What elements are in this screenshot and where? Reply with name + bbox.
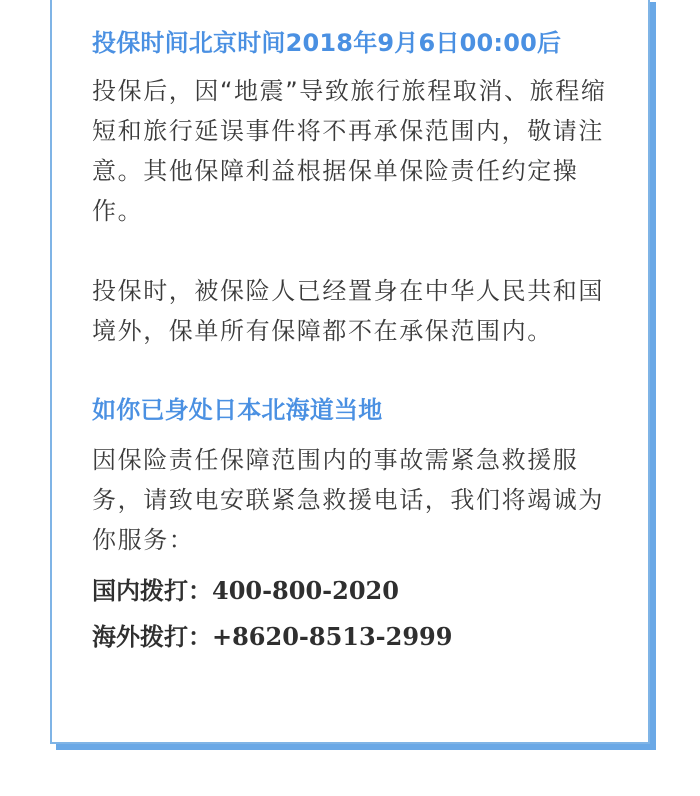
overseas-phone-number[interactable]: +8620-8513-2999 xyxy=(212,622,453,651)
domestic-phone-label: 国内拨打： xyxy=(92,577,212,605)
overseas-phone-line xyxy=(92,618,622,656)
paragraph-emergency-assistance: 因保险责任保障范围内的事故需紧急救援服务，请致电安联紧急救援电话，我们将竭诚为你服务： xyxy=(92,446,604,554)
domestic-phone-line xyxy=(92,572,622,610)
overseas-phone-label: 海外拨打： xyxy=(92,623,212,651)
notice-content xyxy=(92,24,622,656)
paragraph-earthquake-exclusion: 投保后，因“地震”导致旅行旅程取消、旅程缩短和旅行延误事件将不再承保范围内，敬请注意。其他保障利益根据保单保险责任约定操作。 xyxy=(92,77,607,225)
section-heading-purchase-time: 投保时间北京时间2018年9月6日00:00后 xyxy=(92,29,562,57)
paragraph-overseas-exclusion: 投保时，被保险人已经置身在中华人民共和国境外，保单所有保障都不在承保范围内。 xyxy=(92,277,604,345)
section-heading-in-hokkaido: 如你已身处日本北海道当地 xyxy=(92,396,383,424)
domestic-phone-number[interactable]: 400-800-2020 xyxy=(212,576,399,605)
